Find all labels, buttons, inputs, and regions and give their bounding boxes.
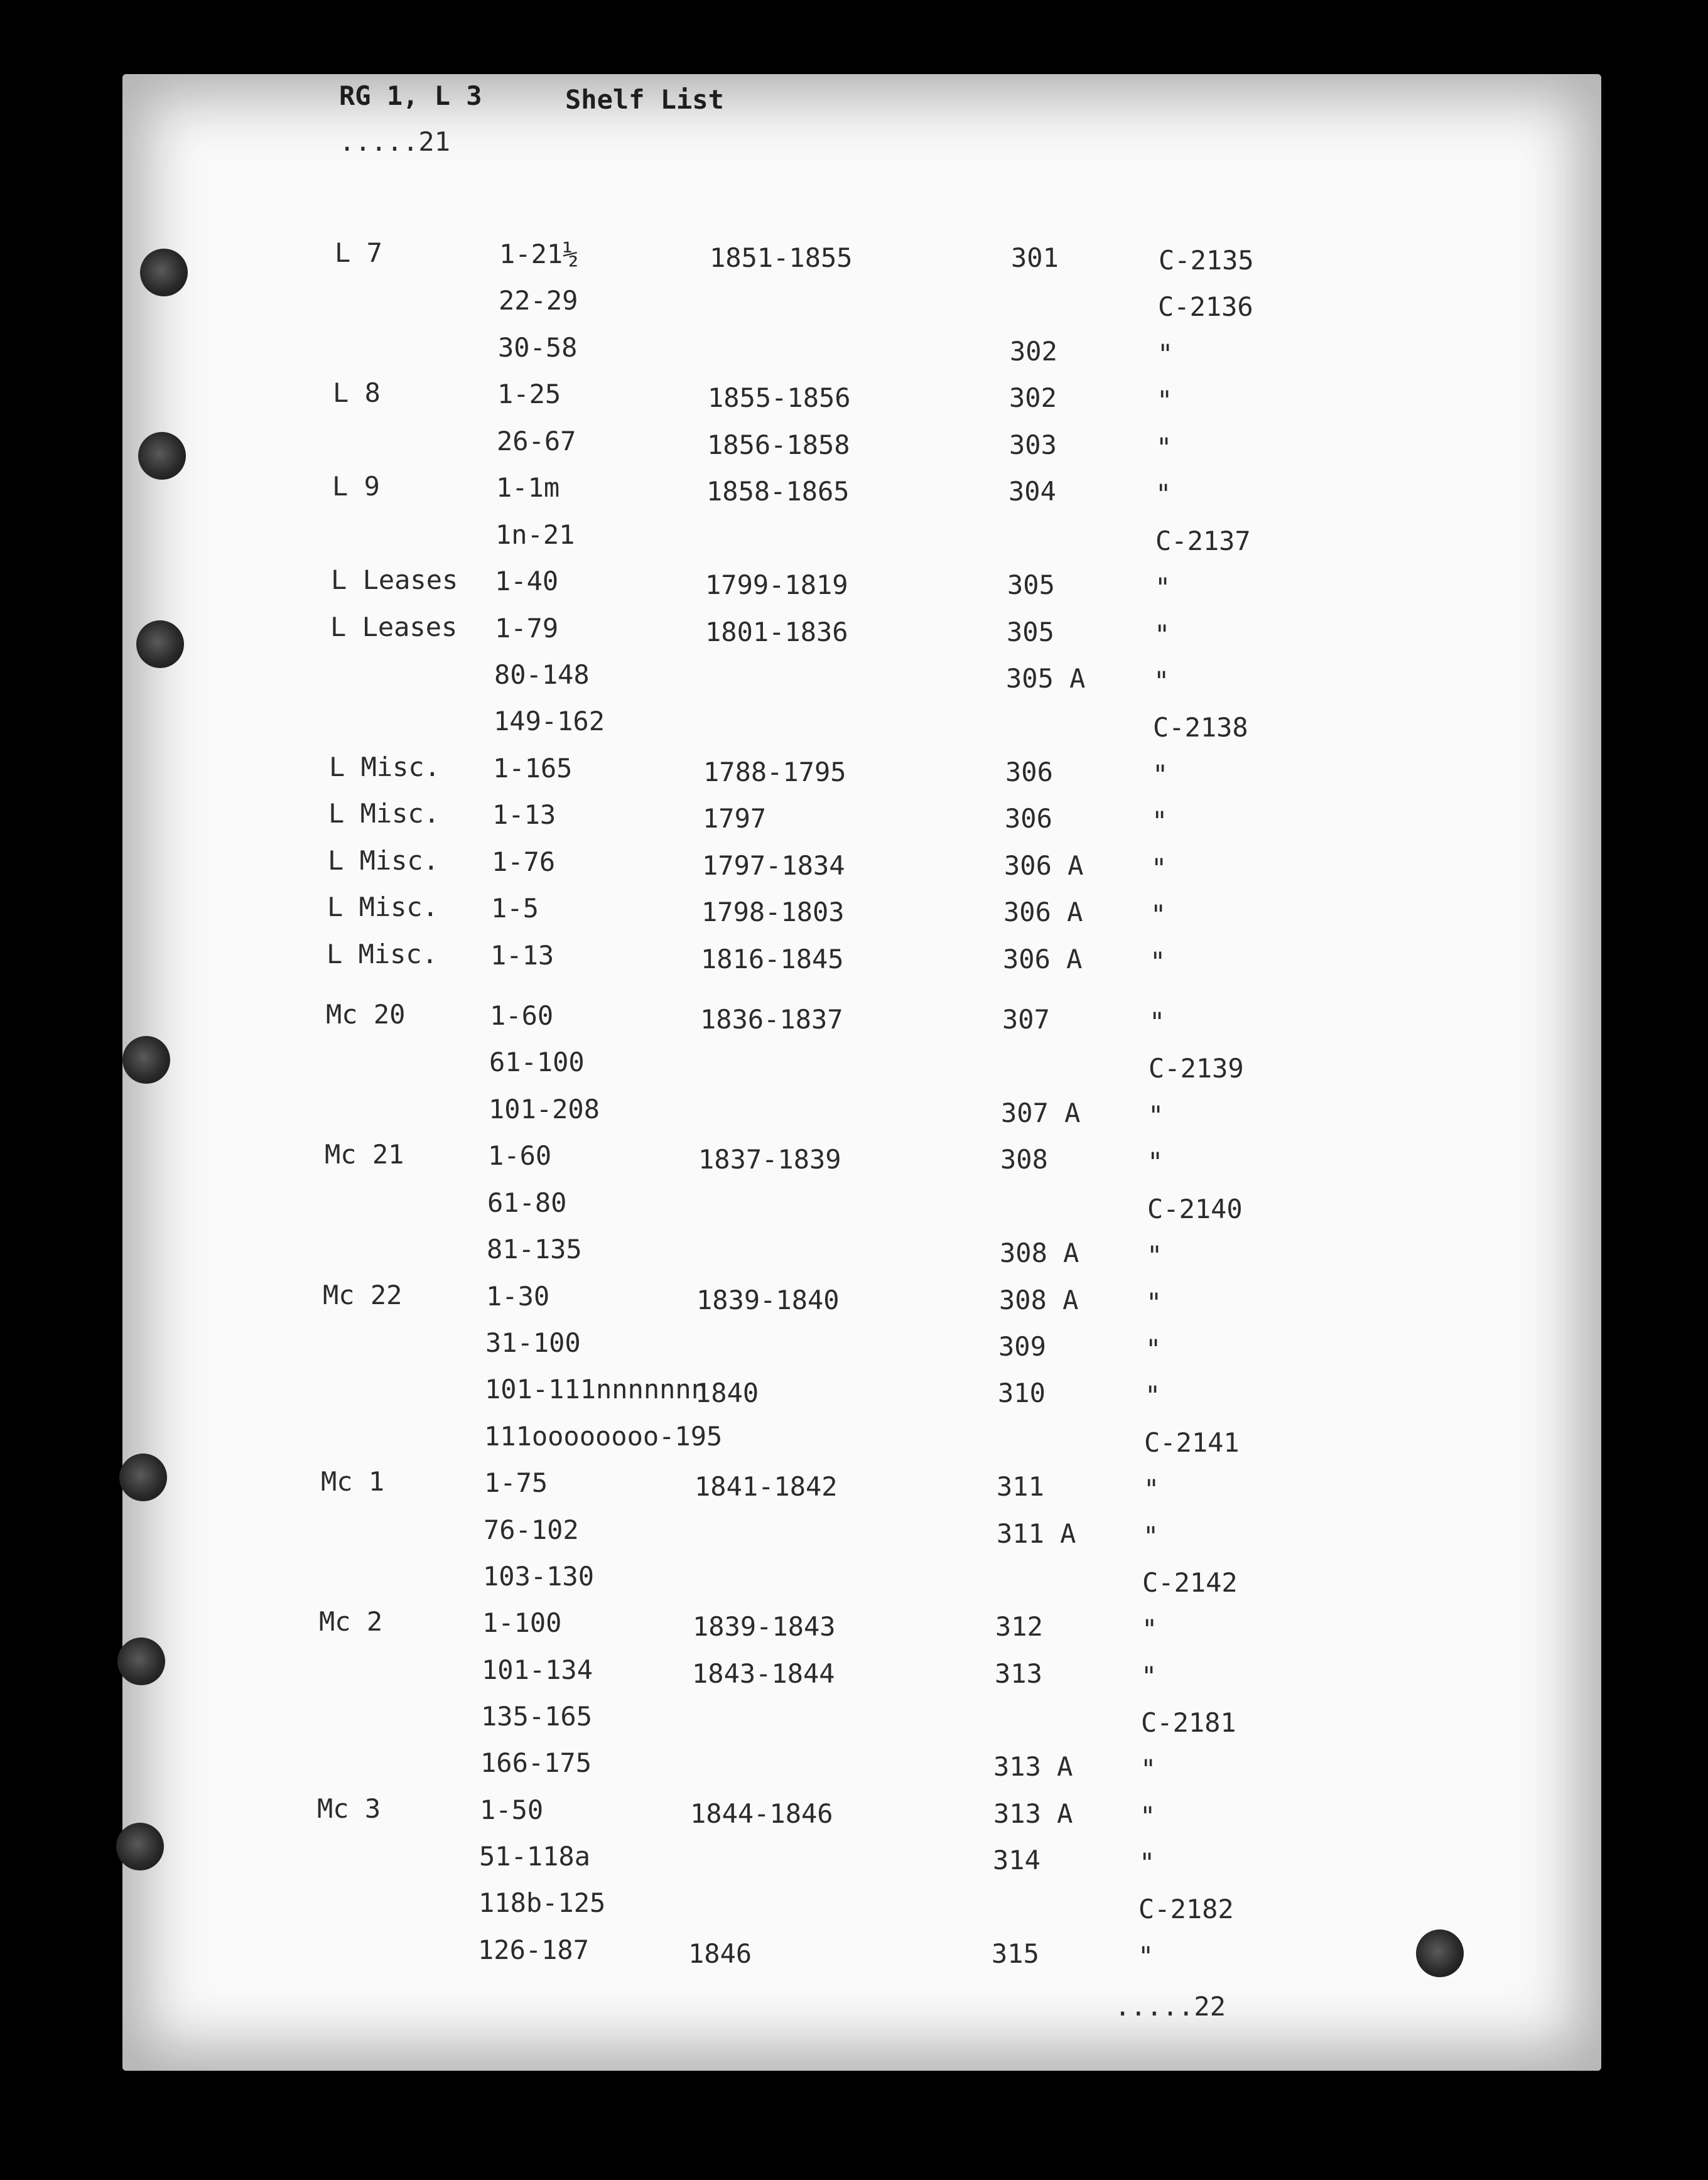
reel-cell: "	[1140, 1801, 1156, 1832]
reel-cell: "	[1143, 1521, 1159, 1551]
box-cell: 305 A	[1006, 663, 1086, 694]
reel-cell: "	[1157, 338, 1174, 369]
reel-cell: "	[1147, 1240, 1163, 1271]
reel-cell: C-2142	[1142, 1567, 1238, 1598]
box-cell: 311 A	[997, 1518, 1076, 1549]
punch-hole	[138, 432, 186, 480]
reel-cell: "	[1147, 1147, 1164, 1177]
dates-cell: 1844-1846	[690, 1798, 833, 1829]
items-cell: 1-21½	[499, 239, 579, 269]
reel-cell: "	[1145, 1334, 1162, 1364]
series-cell: Mc 22	[323, 1280, 403, 1310]
box-cell: 312	[995, 1611, 1043, 1642]
box-cell: 306	[1005, 757, 1053, 787]
series-cell: L 8	[333, 377, 381, 408]
box-cell: 307 A	[1001, 1098, 1081, 1128]
items-cell: 166-175	[480, 1747, 592, 1778]
dates-cell: 1836-1837	[700, 1004, 843, 1035]
items-cell: 1-165	[493, 753, 573, 784]
continued-to: .....22	[1115, 1991, 1226, 2022]
reel-cell: "	[1145, 1380, 1161, 1411]
series-cell: Mc 1	[321, 1466, 385, 1497]
reel-cell: "	[1157, 385, 1173, 416]
series-cell: L Leases	[331, 564, 458, 595]
record-group: RG 1, L 3	[339, 80, 482, 111]
box-cell: 313	[995, 1658, 1042, 1689]
reel-cell: C-2140	[1147, 1194, 1243, 1224]
items-cell: 1-79	[495, 613, 559, 644]
reel-cell: "	[1152, 806, 1168, 836]
series-cell: Mc 20	[326, 999, 406, 1030]
page-title: Shelf List	[565, 84, 724, 115]
box-cell: 315	[992, 1938, 1039, 1969]
reel-cell: "	[1155, 572, 1171, 603]
punch-hole	[122, 1036, 170, 1084]
items-cell: 101-111nnnnnnn	[485, 1374, 708, 1405]
series-cell: L Misc.	[327, 939, 438, 969]
reel-cell: "	[1156, 432, 1172, 463]
series-cell: L Misc.	[328, 845, 440, 876]
items-cell: 22-29	[499, 285, 578, 316]
box-cell: 306 A	[1004, 850, 1084, 881]
series-cell: L Leases	[330, 612, 458, 642]
reel-cell: "	[1150, 946, 1166, 977]
items-cell: 1-100	[482, 1607, 562, 1638]
dates-cell: 1799-1819	[705, 569, 848, 600]
box-cell: 301	[1011, 242, 1059, 273]
items-cell: 1-25	[497, 379, 561, 409]
items-cell: 51-118a	[479, 1841, 591, 1872]
items-cell: 26-67	[497, 426, 576, 456]
box-cell: 302	[1009, 382, 1057, 413]
punch-hole	[117, 1638, 165, 1685]
dates-cell: 1788-1795	[703, 757, 846, 787]
reel-cell: C-2137	[1155, 526, 1251, 556]
dates-cell: 1851-1855	[710, 242, 853, 273]
box-cell: 306 A	[1003, 897, 1083, 927]
items-cell: 101-208	[489, 1094, 600, 1125]
continued-from: .....21	[339, 126, 451, 157]
box-cell: 308 A	[999, 1285, 1079, 1315]
series-cell: L 9	[332, 471, 380, 502]
reel-cell: C-2135	[1159, 245, 1254, 276]
items-cell: 149-162	[494, 706, 605, 737]
punch-hole	[119, 1454, 167, 1501]
reel-cell: C-2141	[1144, 1427, 1240, 1458]
reel-cell: C-2136	[1158, 291, 1253, 322]
items-cell: 61-100	[489, 1047, 585, 1077]
dates-cell: 1839-1843	[693, 1611, 836, 1642]
dates-cell: 1858-1865	[706, 476, 850, 507]
dates-cell: 1797	[703, 803, 767, 834]
items-cell: 135-165	[481, 1701, 593, 1732]
dates-cell: 1840	[695, 1378, 759, 1408]
box-cell: 308 A	[1000, 1238, 1079, 1268]
dates-cell: 1797-1834	[702, 850, 845, 881]
items-cell: 111oooooooo-195	[484, 1421, 723, 1452]
punch-hole	[116, 1823, 164, 1870]
box-cell: 314	[993, 1845, 1040, 1875]
items-cell: 1n-21	[495, 519, 575, 550]
series-cell: L Misc.	[327, 892, 439, 922]
dates-cell: 1856-1858	[707, 429, 850, 460]
reel-cell: C-2182	[1138, 1894, 1234, 1924]
reel-cell: "	[1141, 1661, 1157, 1692]
items-cell: 81-135	[487, 1234, 582, 1265]
dates-cell: 1837-1839	[698, 1144, 841, 1175]
reel-cell: "	[1143, 1474, 1160, 1504]
reel-cell: "	[1142, 1614, 1158, 1644]
document-page	[122, 74, 1601, 2071]
dates-cell: 1816-1845	[701, 944, 844, 974]
reel-cell: "	[1151, 853, 1167, 883]
reel-cell: "	[1140, 1754, 1157, 1784]
box-cell: 310	[998, 1378, 1046, 1408]
dates-cell: 1839-1840	[696, 1285, 840, 1315]
dates-cell: 1801-1836	[705, 617, 848, 647]
items-cell: 1-60	[490, 1000, 554, 1031]
items-cell: 1-5	[491, 893, 539, 924]
box-cell: 309	[998, 1331, 1046, 1362]
box-cell: 307	[1002, 1004, 1050, 1035]
dates-cell: 1855-1856	[708, 382, 851, 413]
items-cell: 1-76	[492, 846, 556, 877]
items-cell: 61-80	[487, 1187, 567, 1218]
series-cell: L Misc.	[329, 752, 441, 782]
items-cell: 1-1m	[496, 472, 560, 503]
dates-cell: 1798-1803	[701, 897, 845, 927]
items-cell: 101-134	[482, 1654, 593, 1685]
reel-cell: C-2181	[1141, 1707, 1236, 1738]
reel-cell: "	[1149, 1006, 1165, 1037]
box-cell: 304	[1008, 476, 1056, 507]
box-cell: 313 A	[993, 1751, 1073, 1782]
reel-cell: "	[1138, 1941, 1154, 1972]
items-cell: 1-40	[495, 566, 559, 596]
series-cell: Mc 3	[317, 1793, 381, 1824]
box-cell: 303	[1009, 429, 1057, 460]
items-cell: 1-13	[490, 940, 554, 971]
reel-cell: "	[1155, 478, 1172, 509]
items-cell: 1-50	[480, 1794, 544, 1825]
series-cell: L Misc.	[328, 798, 440, 829]
dates-cell: 1846	[688, 1938, 752, 1969]
box-cell: 306 A	[1003, 944, 1083, 974]
reel-cell: "	[1154, 666, 1170, 696]
items-cell: 118b-125	[478, 1887, 606, 1918]
items-cell: 1-13	[492, 799, 556, 830]
series-cell: Mc 21	[325, 1139, 404, 1170]
series-cell: L 7	[335, 237, 382, 268]
reel-cell: C-2138	[1153, 712, 1248, 743]
box-cell: 308	[1000, 1144, 1048, 1175]
items-cell: 1-75	[484, 1467, 548, 1498]
reel-cell: "	[1152, 759, 1169, 790]
box-cell: 306	[1005, 803, 1052, 834]
series-cell: Mc 2	[319, 1606, 383, 1637]
items-cell: 103-130	[483, 1561, 595, 1592]
dates-cell: 1843-1844	[692, 1658, 835, 1689]
dates-cell: 1841-1842	[695, 1471, 838, 1502]
reel-cell: "	[1154, 619, 1170, 650]
punch-hole	[140, 249, 188, 296]
items-cell: 126-187	[478, 1934, 590, 1965]
reel-cell: "	[1139, 1847, 1155, 1878]
reel-cell: "	[1146, 1287, 1162, 1318]
punch-hole	[136, 620, 184, 668]
box-cell: 305	[1007, 569, 1055, 600]
items-cell: 80-148	[494, 659, 590, 690]
box-cell: 302	[1010, 336, 1057, 367]
reel-cell: "	[1150, 899, 1167, 930]
items-cell: 31-100	[485, 1327, 581, 1358]
box-cell: 305	[1007, 617, 1054, 647]
items-cell: 30-58	[498, 332, 578, 363]
box-cell: 313 A	[993, 1798, 1073, 1829]
items-cell: 1-60	[488, 1140, 552, 1171]
items-cell: 76-102	[484, 1514, 579, 1545]
punch-hole	[1416, 1929, 1464, 1977]
box-cell: 311	[997, 1471, 1044, 1502]
reel-cell: C-2139	[1149, 1053, 1244, 1084]
reel-cell: "	[1148, 1100, 1164, 1131]
items-cell: 1-30	[486, 1281, 550, 1312]
